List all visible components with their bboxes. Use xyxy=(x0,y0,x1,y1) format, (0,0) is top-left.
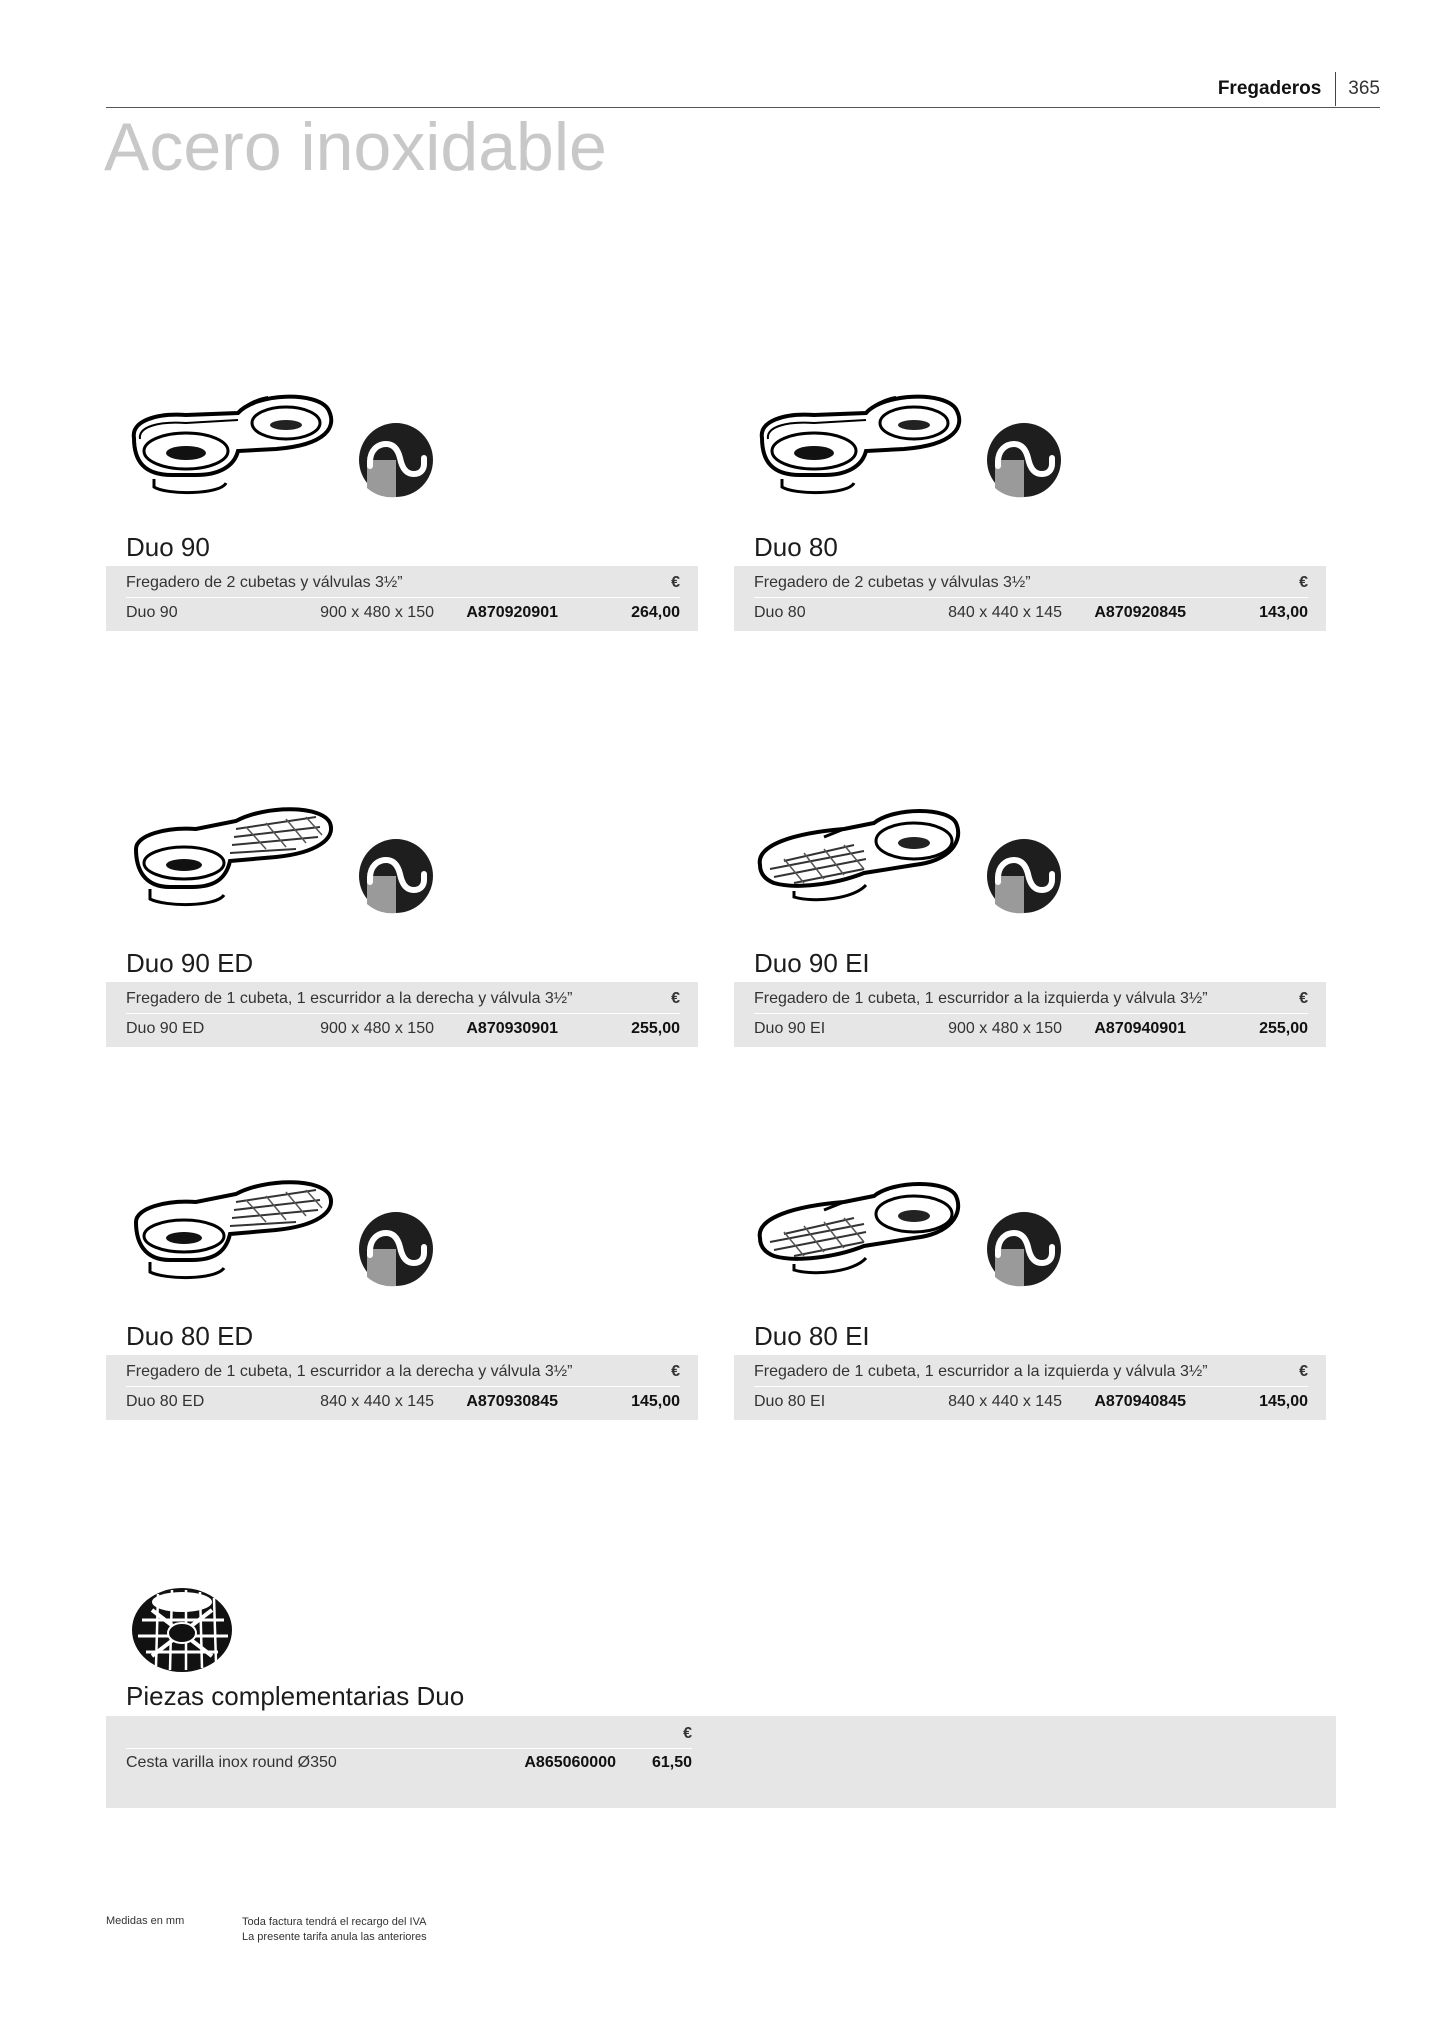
product-description: Fregadero de 1 cubeta, 1 escurridor a la izquierda y válvula 3½” xyxy=(754,989,1208,1007)
product-description: Fregadero de 1 cubeta, 1 escurridor a la izquierda y válvula 3½” xyxy=(754,1362,1208,1380)
model-name: Duo 80 EI xyxy=(754,1392,826,1410)
page-title: Acero inoxidable xyxy=(104,109,607,185)
single-bowl-drainer-left-sink-image xyxy=(754,1167,964,1287)
product-name: Duo 90 EI xyxy=(754,948,870,978)
model-name: Duo 80 ED xyxy=(126,1392,205,1410)
product-description: Fregadero de 1 cubeta, 1 escurridor a la derecha y válvula 3½” xyxy=(126,989,573,1007)
product-code: A870920901 xyxy=(466,603,558,621)
model-name: Duo 90 xyxy=(126,603,178,621)
single-bowl-drainer-right-sink-image xyxy=(126,1167,336,1287)
page-number: 365 xyxy=(1348,78,1380,99)
price: 255,00 xyxy=(631,1019,680,1037)
currency-symbol: € xyxy=(671,573,680,591)
units-note: Medidas en mm xyxy=(106,1915,185,1927)
accessories-header-row xyxy=(126,1720,692,1749)
spec-description-row xyxy=(754,568,1308,598)
spec-data-row xyxy=(754,598,1308,627)
spec-data-row xyxy=(754,1387,1308,1416)
product-duo-90-ed xyxy=(106,794,698,1047)
accessories-table xyxy=(106,1716,1336,1808)
accessory-price: 61,50 xyxy=(651,1754,692,1771)
spec-description-row xyxy=(754,984,1308,1014)
inset-mount-icon xyxy=(358,838,434,914)
spec-data-row xyxy=(754,1014,1308,1043)
product-name: Duo 90 ED xyxy=(126,948,254,978)
product-code: A870920845 xyxy=(1094,603,1186,621)
model-name: Duo 90 EI xyxy=(754,1019,826,1037)
dimensions: 840 x 440 x 145 xyxy=(948,603,1062,621)
model-name: Duo 90 ED xyxy=(126,1019,205,1037)
spec-description-row xyxy=(126,568,680,598)
section-name: Fregaderos xyxy=(1217,78,1322,99)
product-name: Duo 80 EI xyxy=(754,1321,870,1351)
accessory-code: A865060000 xyxy=(524,1754,616,1771)
accessories-section xyxy=(106,1580,1336,1808)
spec-description-row xyxy=(754,1357,1308,1387)
tariff-note: La presente tarifa anula las anteriores xyxy=(242,1931,427,1943)
inset-mount-icon xyxy=(358,422,434,498)
product-name: Duo 80 xyxy=(754,532,838,562)
currency-symbol: € xyxy=(1299,1362,1308,1380)
vat-note: Toda factura tendrá el recargo del IVA xyxy=(242,1916,427,1928)
price: 145,00 xyxy=(631,1392,680,1410)
legal-notes xyxy=(242,1915,542,1945)
inset-mount-icon xyxy=(986,422,1062,498)
product-name: Duo 90 xyxy=(126,532,210,562)
product-code: A870930845 xyxy=(466,1392,558,1410)
product-duo-80 xyxy=(734,378,1326,631)
spec-table xyxy=(106,1355,698,1420)
double-bowl-sink-image xyxy=(754,378,964,498)
spec-table xyxy=(734,1355,1326,1420)
dimensions: 840 x 440 x 145 xyxy=(320,1392,434,1410)
spec-description-row xyxy=(126,1357,680,1387)
currency-symbol: € xyxy=(1299,989,1308,1007)
dimensions: 900 x 480 x 150 xyxy=(320,1019,434,1037)
currency-symbol: € xyxy=(683,1725,692,1742)
model-name: Duo 80 xyxy=(754,603,806,621)
inset-mount-icon xyxy=(358,1211,434,1287)
currency-symbol: € xyxy=(671,1362,680,1380)
inset-mount-icon xyxy=(986,1211,1062,1287)
product-duo-80-ei xyxy=(734,1167,1326,1420)
product-description: Fregadero de 2 cubetas y válvulas 3½” xyxy=(754,573,1031,591)
wire-basket-icon xyxy=(128,1580,238,1676)
price: 143,00 xyxy=(1259,603,1308,621)
spec-table xyxy=(734,566,1326,631)
double-bowl-sink-image xyxy=(126,378,336,498)
spec-table xyxy=(106,982,698,1047)
dimensions: 900 x 480 x 150 xyxy=(948,1019,1062,1037)
spec-data-row xyxy=(126,1387,680,1416)
spec-table xyxy=(106,566,698,631)
currency-symbol: € xyxy=(671,989,680,1007)
product-name: Duo 80 ED xyxy=(126,1321,254,1351)
product-code: A870930901 xyxy=(466,1019,558,1037)
product-code: A870940845 xyxy=(1094,1392,1186,1410)
dimensions: 840 x 440 x 145 xyxy=(948,1392,1062,1410)
product-description: Fregadero de 2 cubetas y válvulas 3½” xyxy=(126,573,403,591)
currency-symbol: € xyxy=(1299,573,1308,591)
price: 145,00 xyxy=(1259,1392,1308,1410)
price: 264,00 xyxy=(631,603,680,621)
spec-data-row xyxy=(126,598,680,627)
inset-mount-icon xyxy=(986,838,1062,914)
accessories-title: Piezas complementarias Duo xyxy=(126,1681,465,1711)
product-code: A870940901 xyxy=(1094,1019,1186,1037)
spec-data-row xyxy=(126,1014,680,1043)
price: 255,00 xyxy=(1259,1019,1308,1037)
accessory-row xyxy=(126,1749,692,1777)
dimensions: 900 x 480 x 150 xyxy=(320,603,434,621)
product-duo-90 xyxy=(106,378,698,631)
spec-description-row xyxy=(126,984,680,1014)
single-bowl-drainer-left-sink-image xyxy=(754,794,964,914)
spec-table xyxy=(734,982,1326,1047)
product-duo-80-ed xyxy=(106,1167,698,1420)
page-header xyxy=(1218,74,1380,104)
product-description: Fregadero de 1 cubeta, 1 escurridor a la derecha y válvula 3½” xyxy=(126,1362,573,1380)
product-duo-90-ei xyxy=(734,794,1326,1047)
single-bowl-drainer-right-sink-image xyxy=(126,794,336,914)
accessory-name: Cesta varilla inox round Ø350 xyxy=(126,1754,337,1771)
